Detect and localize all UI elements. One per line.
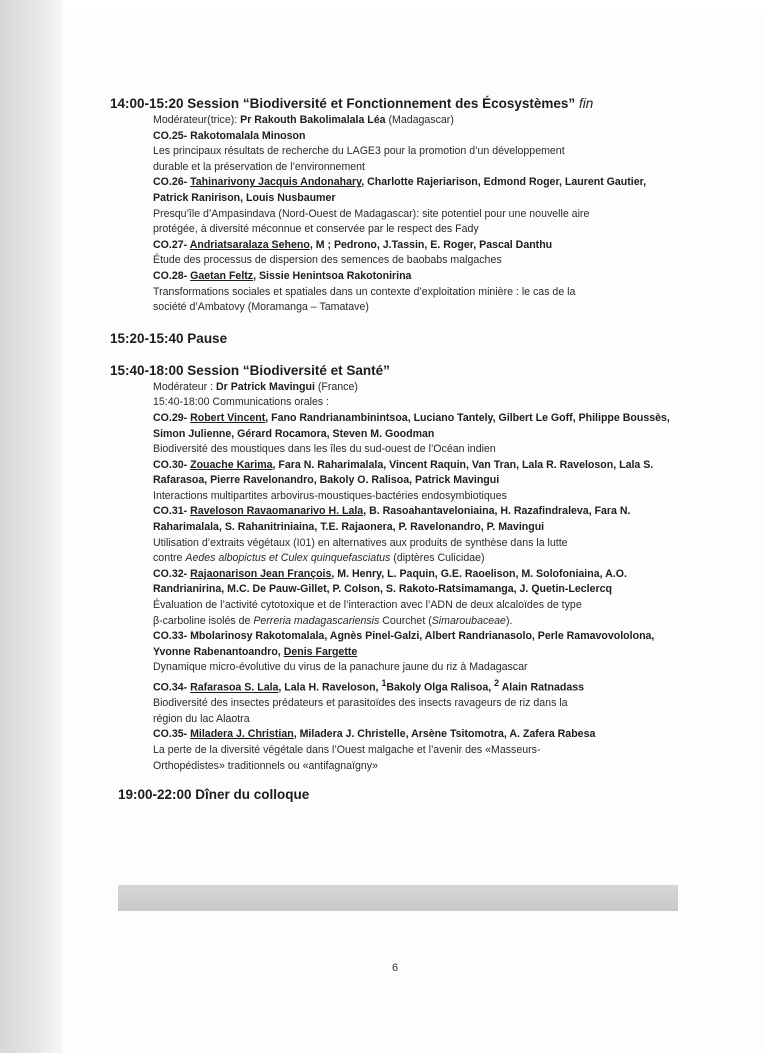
communication-title: Transformations sociales et spatiales dans un contexte d’exploitation minière : le cas de la <box>153 285 576 298</box>
communication-title: société d’Ambatovy (Moramanga – Tamatave) <box>153 301 369 314</box>
communication-title: Interactions multipartites arbovirus-moustiques-bactéries endosymbiotiques <box>153 489 507 502</box>
communication-authors: CO.29- Robert Vincent, Fano Randrianambinintsoa, Luciano Tantely, Gilbert Le Goff, Philippe Boussès, Simon Julienne, Gérard Rocamora, Steven M. Goodman <box>153 411 670 440</box>
page-number: 6 <box>392 962 399 974</box>
communication-authors: CO.30- Zouache Karima, Fara N. Raharimalala, Vincent Raquin, Van Tran, Lala R. Raveloson, Lala S. Rafarasoa, Pierre Ravelonandro, Bakoly O. Ralisoa, Patrick Mavingui <box>153 458 654 487</box>
communication-authors: CO.31- Raveloson Ravaomanarivo H. Lala, B. Rasoahantaveloniaina, H. Razafindraleva, Fara N. Raharimalala, S. Rahanitriniaina, T.E. Rajaonera, P. Ravelonandro, P. Mavingui <box>153 505 631 534</box>
communication-title: Biodiversité des insectes prédateurs et parasitoïdes des insects ravageurs de riz dans la <box>153 697 568 710</box>
session-title: 14:00-15:20 Session “Biodiversité et Fonctionnement des Écosystèmes” fin <box>110 96 594 111</box>
communication-authors: CO.33- Mbolarinosy Rakotomalala, Agnès Pinel-Galzi, Albert Randrianasolo, Perle Ramavovololona, Yvonne Rabenantoandro, Denis Fargette <box>153 630 655 658</box>
communication-title: Utilisation d’extraits végétaux (I01) en alternatives aux produits de synthèse dans la lutte <box>153 536 568 549</box>
communication-title: Évaluation de l’activité cytotoxique et de l’interaction avec l’ADN de deux alcaloïdes de type <box>153 599 582 612</box>
communication-authors: CO.34- Rafarasoa S. Lala, Lala H. Raveloson, $^1$Bakoly Olga Ralisoa, $^2$ Alain Ratnadass <box>153 678 585 694</box>
communication-authors: CO.35- Miladera J. Christian, Miladera J. Christelle, Arsène Tsitomotra, A. Zafera Rabesa <box>153 728 596 741</box>
communication-title: β-carboline isolés de Perreria madagascariensis Courchet (Simaroubaceae). <box>153 614 513 627</box>
communication-title: Étude des processus de dispersion des semences de baobabs malgaches <box>153 254 502 267</box>
moderator-line: Modérateur(trice): Pr Rakouth Bakolimalala Léa (Madagascar) <box>153 114 454 126</box>
communication-title: Les principaux résultats de recherche du LAGE3 pour la promotion d’un développement <box>153 145 565 158</box>
program-content <box>110 95 680 804</box>
moderator-line: Modérateur : Dr Patrick Mavingui (France) <box>153 380 358 393</box>
communication-title: durable et la préservation de l’environnement <box>153 160 366 173</box>
communication-authors: CO.28- Gaetan Feltz, Sissie Henintsoa Rakotonirina <box>153 269 412 282</box>
communication-title: protégée, à diversité méconnue et conservée par le respect des Fady <box>153 223 479 236</box>
communication-authors: CO.27- Andriatsaralaza Seheno, M ; Pedrono, J.Tassin, E. Roger, Pascal Danthu <box>153 238 553 251</box>
communication-title: La perte de la diversité végétale dans l’Ouest malgache et l’avenir des «Masseurs- <box>153 743 541 756</box>
communications-label: 15:40-18:00 Communications orales : <box>153 396 330 409</box>
communication-title: Orthopédistes» traditionnels ou «antifagnaïgny» <box>153 759 378 772</box>
pause-title: 15:20-15:40 Pause <box>110 330 228 346</box>
communication-authors: CO.26- Tahinarivony Jacquis Andonahary, Charlotte Rajeriarison, Edmond Roger, Laurent Gautier, Patrick Ranirison, Louis Nusbaumer <box>153 176 647 204</box>
communication-title: Dynamique micro-évolutive du virus de la panachure jaune du riz à Madagascar <box>153 661 528 674</box>
communication-title: contre Aedes albopictus et Culex quinquefasciatus (diptères Culicidae) <box>153 552 485 565</box>
communication-title: Presqu’île d’Ampasindava (Nord-Ouest de Madagascar): site potentiel pour une nouvelle aire <box>153 207 590 220</box>
communication-title: Biodiversité des moustiques dans les îles du sud-ouest de l’Océan indien <box>153 443 496 456</box>
scan-shadow <box>0 0 62 1053</box>
communication-authors: CO.25- Rakotomalala Minoson <box>153 129 306 142</box>
session-title: 15:40-18:00 Session “Biodiversité et Santé” <box>110 362 390 378</box>
session-body <box>153 113 680 316</box>
dinner-title: 19:00-22:00 Dîner du colloque <box>118 787 310 803</box>
session-body <box>153 380 680 774</box>
communication-title: région du lac Alaotra <box>153 712 250 725</box>
footer-bar <box>118 885 678 911</box>
communication-authors: CO.32- Rajaonarison Jean François, M. Henry, L. Paquin, G.E. Raoelison, M. Solofoniaina, A.O. Randrianirina, M.C. De Pauw-Gillet, P. Colson, S. Rakoto-Ratsimamanga, J. Quetin-Leclercq <box>153 567 627 596</box>
